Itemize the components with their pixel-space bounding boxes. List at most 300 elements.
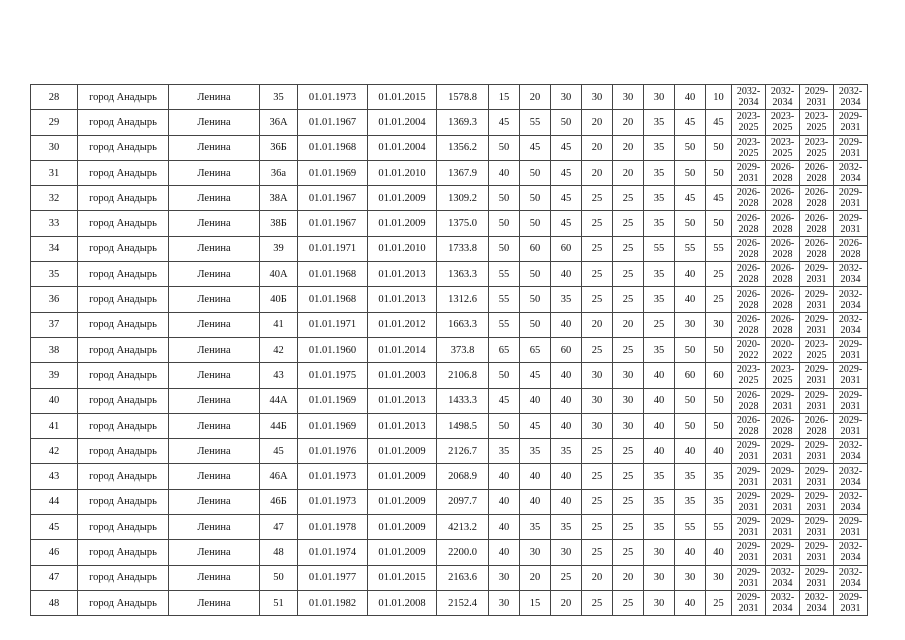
row-number-cell: 32 — [31, 186, 78, 211]
repair-period-cell: 2023-2025 — [766, 135, 800, 160]
wear-value-cell: 50 — [706, 135, 732, 160]
wear-value-cell: 15 — [520, 590, 551, 615]
last-repair-date-cell: 01.01.2008 — [368, 590, 437, 615]
wear-value-cell: 25 — [582, 464, 613, 489]
last-repair-date-cell: 01.01.2009 — [368, 489, 437, 514]
wear-value-cell: 45 — [706, 186, 732, 211]
wear-value-cell: 35 — [551, 287, 582, 312]
house-number-cell: 36Б — [260, 135, 298, 160]
municipality-cell: город Анадырь — [78, 363, 169, 388]
last-repair-date-cell: 01.01.2004 — [368, 135, 437, 160]
table-row — [31, 540, 868, 565]
wear-value-cell: 50 — [675, 337, 706, 362]
area-cell: 1363.3 — [437, 262, 489, 287]
wear-value-cell: 40 — [675, 287, 706, 312]
row-number-cell: 35 — [31, 262, 78, 287]
wear-value-cell: 45 — [551, 135, 582, 160]
wear-value-cell: 30 — [644, 565, 675, 590]
table-row — [31, 489, 868, 514]
construction-date-cell: 01.01.1974 — [298, 540, 368, 565]
municipality-cell: город Анадырь — [78, 565, 169, 590]
wear-value-cell: 25 — [644, 312, 675, 337]
table-row — [31, 590, 868, 615]
wear-value-cell: 35 — [644, 287, 675, 312]
wear-value-cell: 40 — [551, 312, 582, 337]
wear-value-cell: 35 — [644, 337, 675, 362]
construction-date-cell: 01.01.1978 — [298, 515, 368, 540]
repair-period-cell: 2029-2031 — [834, 135, 868, 160]
municipality-cell: город Анадырь — [78, 211, 169, 236]
wear-value-cell: 45 — [489, 388, 520, 413]
wear-value-cell: 40 — [520, 489, 551, 514]
row-number-cell: 28 — [31, 85, 78, 110]
repair-period-cell: 2026-2028 — [766, 413, 800, 438]
house-number-cell: 35 — [260, 85, 298, 110]
repair-period-cell: 2032-2034 — [834, 262, 868, 287]
repair-period-cell: 2029-2031 — [834, 337, 868, 362]
wear-value-cell: 40 — [551, 363, 582, 388]
street-cell: Ленина — [169, 287, 260, 312]
wear-value-cell: 40 — [489, 540, 520, 565]
wear-value-cell: 40 — [489, 515, 520, 540]
wear-value-cell: 55 — [706, 515, 732, 540]
last-repair-date-cell: 01.01.2013 — [368, 262, 437, 287]
wear-value-cell: 50 — [489, 236, 520, 261]
repair-period-cell: 2029-2031 — [800, 312, 834, 337]
last-repair-date-cell: 01.01.2015 — [368, 85, 437, 110]
wear-value-cell: 30 — [644, 85, 675, 110]
wear-value-cell: 35 — [520, 439, 551, 464]
wear-value-cell: 25 — [613, 489, 644, 514]
municipality-cell: город Анадырь — [78, 85, 169, 110]
wear-value-cell: 50 — [520, 186, 551, 211]
last-repair-date-cell: 01.01.2009 — [368, 540, 437, 565]
street-cell: Ленина — [169, 590, 260, 615]
repair-period-cell: 2029-2031 — [834, 413, 868, 438]
street-cell: Ленина — [169, 464, 260, 489]
wear-value-cell: 25 — [582, 439, 613, 464]
repair-period-cell: 2029-2031 — [800, 262, 834, 287]
wear-value-cell: 35 — [675, 489, 706, 514]
municipality-cell: город Анадырь — [78, 135, 169, 160]
area-cell: 4213.2 — [437, 515, 489, 540]
wear-value-cell: 25 — [582, 540, 613, 565]
street-cell: Ленина — [169, 211, 260, 236]
wear-value-cell: 50 — [675, 135, 706, 160]
area-cell: 1498.5 — [437, 413, 489, 438]
wear-value-cell: 35 — [675, 464, 706, 489]
area-cell: 2152.4 — [437, 590, 489, 615]
wear-value-cell: 50 — [489, 186, 520, 211]
wear-value-cell: 45 — [551, 211, 582, 236]
wear-value-cell: 30 — [582, 363, 613, 388]
wear-value-cell: 55 — [706, 236, 732, 261]
wear-value-cell: 50 — [706, 388, 732, 413]
repair-period-cell: 2029-2031 — [732, 489, 766, 514]
repair-period-cell: 2026-2028 — [732, 186, 766, 211]
table-row — [31, 110, 868, 135]
wear-value-cell: 50 — [706, 337, 732, 362]
area-cell: 1663.3 — [437, 312, 489, 337]
wear-value-cell: 25 — [706, 287, 732, 312]
area-cell: 373.8 — [437, 337, 489, 362]
table-row — [31, 464, 868, 489]
row-number-cell: 45 — [31, 515, 78, 540]
last-repair-date-cell: 01.01.2009 — [368, 186, 437, 211]
wear-value-cell: 35 — [706, 464, 732, 489]
wear-value-cell: 30 — [706, 312, 732, 337]
construction-date-cell: 01.01.1975 — [298, 363, 368, 388]
street-cell: Ленина — [169, 413, 260, 438]
table-row — [31, 287, 868, 312]
row-number-cell: 43 — [31, 464, 78, 489]
wear-value-cell: 55 — [489, 312, 520, 337]
repair-period-cell: 2023-2025 — [800, 135, 834, 160]
wear-value-cell: 40 — [520, 388, 551, 413]
repair-period-cell: 2032-2034 — [834, 160, 868, 185]
wear-value-cell: 15 — [489, 85, 520, 110]
row-number-cell: 47 — [31, 565, 78, 590]
wear-value-cell: 40 — [551, 388, 582, 413]
row-number-cell: 39 — [31, 363, 78, 388]
wear-value-cell: 25 — [582, 262, 613, 287]
house-number-cell: 44Б — [260, 413, 298, 438]
repair-period-cell: 2029-2031 — [732, 160, 766, 185]
house-number-cell: 44А — [260, 388, 298, 413]
repair-period-cell: 2026-2028 — [766, 211, 800, 236]
wear-value-cell: 35 — [644, 515, 675, 540]
house-number-cell: 46А — [260, 464, 298, 489]
repair-period-cell: 2029-2031 — [800, 388, 834, 413]
repair-period-cell: 2026-2028 — [732, 211, 766, 236]
repair-period-cell: 2029-2031 — [766, 489, 800, 514]
wear-value-cell: 30 — [489, 565, 520, 590]
wear-value-cell: 25 — [551, 565, 582, 590]
wear-value-cell: 40 — [675, 439, 706, 464]
wear-value-cell: 30 — [582, 85, 613, 110]
wear-value-cell: 35 — [644, 211, 675, 236]
wear-value-cell: 35 — [551, 515, 582, 540]
repair-period-cell: 2023-2025 — [800, 337, 834, 362]
wear-value-cell: 40 — [489, 489, 520, 514]
table-row — [31, 388, 868, 413]
house-number-cell: 50 — [260, 565, 298, 590]
wear-value-cell: 50 — [520, 160, 551, 185]
row-number-cell: 44 — [31, 489, 78, 514]
street-cell: Ленина — [169, 160, 260, 185]
construction-date-cell: 01.01.1968 — [298, 287, 368, 312]
house-number-cell: 41 — [260, 312, 298, 337]
wear-value-cell: 55 — [675, 515, 706, 540]
street-cell: Ленина — [169, 110, 260, 135]
repair-period-cell: 2026-2028 — [766, 186, 800, 211]
wear-value-cell: 50 — [489, 211, 520, 236]
house-number-cell: 39 — [260, 236, 298, 261]
construction-date-cell: 01.01.1971 — [298, 236, 368, 261]
area-cell: 1369.3 — [437, 110, 489, 135]
wear-value-cell: 25 — [613, 211, 644, 236]
repair-period-cell: 2032-2034 — [834, 439, 868, 464]
last-repair-date-cell: 01.01.2010 — [368, 236, 437, 261]
wear-value-cell: 35 — [489, 439, 520, 464]
row-number-cell: 46 — [31, 540, 78, 565]
repair-period-cell: 2029-2031 — [766, 388, 800, 413]
repair-period-cell: 2029-2031 — [800, 363, 834, 388]
wear-value-cell: 20 — [520, 85, 551, 110]
repair-period-cell: 2029-2031 — [732, 540, 766, 565]
municipality-cell: город Анадырь — [78, 287, 169, 312]
municipality-cell: город Анадырь — [78, 464, 169, 489]
repair-period-cell: 2026-2028 — [766, 160, 800, 185]
repair-period-cell: 2029-2031 — [800, 464, 834, 489]
wear-value-cell: 30 — [675, 312, 706, 337]
wear-value-cell: 50 — [520, 211, 551, 236]
repair-period-cell: 2026-2028 — [732, 287, 766, 312]
wear-value-cell: 40 — [551, 262, 582, 287]
wear-value-cell: 60 — [551, 236, 582, 261]
house-number-cell: 42 — [260, 337, 298, 362]
housing-repair-table — [30, 84, 868, 616]
area-cell: 2097.7 — [437, 489, 489, 514]
street-cell: Ленина — [169, 565, 260, 590]
last-repair-date-cell: 01.01.2003 — [368, 363, 437, 388]
wear-value-cell: 40 — [675, 85, 706, 110]
repair-period-cell: 2032-2034 — [834, 565, 868, 590]
house-number-cell: 36а — [260, 160, 298, 185]
street-cell: Ленина — [169, 312, 260, 337]
wear-value-cell: 25 — [706, 262, 732, 287]
street-cell: Ленина — [169, 489, 260, 514]
repair-period-cell: 2029-2031 — [834, 110, 868, 135]
wear-value-cell: 40 — [551, 413, 582, 438]
repair-period-cell: 2026-2028 — [732, 236, 766, 261]
table-row — [31, 363, 868, 388]
wear-value-cell: 55 — [489, 262, 520, 287]
wear-value-cell: 40 — [489, 464, 520, 489]
wear-value-cell: 55 — [489, 287, 520, 312]
wear-value-cell: 40 — [706, 439, 732, 464]
row-number-cell: 41 — [31, 413, 78, 438]
row-number-cell: 37 — [31, 312, 78, 337]
repair-period-cell: 2020-2022 — [766, 337, 800, 362]
wear-value-cell: 40 — [644, 363, 675, 388]
area-cell: 1367.9 — [437, 160, 489, 185]
wear-value-cell: 20 — [613, 312, 644, 337]
municipality-cell: город Анадырь — [78, 439, 169, 464]
wear-value-cell: 35 — [644, 262, 675, 287]
last-repair-date-cell: 01.01.2015 — [368, 565, 437, 590]
last-repair-date-cell: 01.01.2013 — [368, 413, 437, 438]
table-row — [31, 337, 868, 362]
street-cell: Ленина — [169, 135, 260, 160]
repair-period-cell: 2029-2031 — [800, 489, 834, 514]
repair-period-cell: 2029-2031 — [800, 287, 834, 312]
wear-value-cell: 50 — [675, 211, 706, 236]
construction-date-cell: 01.01.1973 — [298, 85, 368, 110]
area-cell: 1309.2 — [437, 186, 489, 211]
table-row — [31, 85, 868, 110]
wear-value-cell: 45 — [675, 110, 706, 135]
repair-period-cell: 2029-2031 — [766, 515, 800, 540]
repair-period-cell: 2026-2028 — [766, 312, 800, 337]
wear-value-cell: 35 — [706, 489, 732, 514]
wear-value-cell: 35 — [644, 110, 675, 135]
repair-period-cell: 2032-2034 — [766, 590, 800, 615]
repair-period-cell: 2032-2034 — [834, 489, 868, 514]
wear-value-cell: 30 — [551, 85, 582, 110]
table-row — [31, 413, 868, 438]
wear-value-cell: 50 — [520, 262, 551, 287]
repair-period-cell: 2029-2031 — [732, 590, 766, 615]
wear-value-cell: 20 — [582, 565, 613, 590]
wear-value-cell: 20 — [613, 565, 644, 590]
repair-period-cell: 2029-2031 — [834, 363, 868, 388]
row-number-cell: 48 — [31, 590, 78, 615]
wear-value-cell: 55 — [644, 236, 675, 261]
wear-value-cell: 25 — [613, 262, 644, 287]
wear-value-cell: 25 — [582, 236, 613, 261]
house-number-cell: 45 — [260, 439, 298, 464]
repair-period-cell: 2029-2031 — [834, 590, 868, 615]
wear-value-cell: 25 — [613, 464, 644, 489]
repair-period-cell: 2032-2034 — [766, 85, 800, 110]
repair-period-cell: 2026-2028 — [834, 236, 868, 261]
repair-period-cell: 2023-2025 — [732, 363, 766, 388]
wear-value-cell: 20 — [582, 312, 613, 337]
last-repair-date-cell: 01.01.2009 — [368, 211, 437, 236]
wear-value-cell: 65 — [489, 337, 520, 362]
repair-period-cell: 2020-2022 — [732, 337, 766, 362]
construction-date-cell: 01.01.1982 — [298, 590, 368, 615]
wear-value-cell: 35 — [520, 515, 551, 540]
last-repair-date-cell: 01.01.2013 — [368, 388, 437, 413]
wear-value-cell: 30 — [613, 85, 644, 110]
wear-value-cell: 20 — [582, 110, 613, 135]
municipality-cell: город Анадырь — [78, 413, 169, 438]
wear-value-cell: 30 — [613, 388, 644, 413]
wear-value-cell: 35 — [644, 160, 675, 185]
street-cell: Ленина — [169, 186, 260, 211]
wear-value-cell: 50 — [675, 388, 706, 413]
area-cell: 1312.6 — [437, 287, 489, 312]
wear-value-cell: 40 — [551, 464, 582, 489]
wear-value-cell: 35 — [551, 439, 582, 464]
table-row — [31, 236, 868, 261]
house-number-cell: 40А — [260, 262, 298, 287]
wear-value-cell: 50 — [706, 160, 732, 185]
repair-period-cell: 2026-2028 — [800, 160, 834, 185]
area-cell: 2068.9 — [437, 464, 489, 489]
repair-period-cell: 2032-2034 — [732, 85, 766, 110]
table-row — [31, 262, 868, 287]
wear-value-cell: 60 — [520, 236, 551, 261]
street-cell: Ленина — [169, 363, 260, 388]
area-cell: 2106.8 — [437, 363, 489, 388]
wear-value-cell: 50 — [520, 312, 551, 337]
area-cell: 1433.3 — [437, 388, 489, 413]
repair-period-cell: 2029-2031 — [834, 186, 868, 211]
house-number-cell: 48 — [260, 540, 298, 565]
wear-value-cell: 45 — [551, 160, 582, 185]
house-number-cell: 38Б — [260, 211, 298, 236]
wear-value-cell: 50 — [675, 160, 706, 185]
table-row — [31, 439, 868, 464]
repair-period-cell: 2032-2034 — [834, 287, 868, 312]
area-cell: 1356.2 — [437, 135, 489, 160]
wear-value-cell: 30 — [520, 540, 551, 565]
construction-date-cell: 01.01.1973 — [298, 489, 368, 514]
repair-period-cell: 2029-2031 — [834, 211, 868, 236]
repair-period-cell: 2032-2034 — [834, 540, 868, 565]
street-cell: Ленина — [169, 515, 260, 540]
repair-period-cell: 2026-2028 — [732, 388, 766, 413]
repair-period-cell: 2029-2031 — [834, 388, 868, 413]
row-number-cell: 40 — [31, 388, 78, 413]
wear-value-cell: 25 — [706, 590, 732, 615]
street-cell: Ленина — [169, 236, 260, 261]
municipality-cell: город Анадырь — [78, 110, 169, 135]
construction-date-cell: 01.01.1967 — [298, 110, 368, 135]
wear-value-cell: 50 — [520, 287, 551, 312]
wear-value-cell: 30 — [551, 540, 582, 565]
wear-value-cell: 35 — [644, 489, 675, 514]
municipality-cell: город Анадырь — [78, 186, 169, 211]
construction-date-cell: 01.01.1967 — [298, 211, 368, 236]
wear-value-cell: 50 — [551, 110, 582, 135]
wear-value-cell: 40 — [675, 590, 706, 615]
house-number-cell: 51 — [260, 590, 298, 615]
wear-value-cell: 40 — [706, 540, 732, 565]
repair-period-cell: 2023-2025 — [800, 110, 834, 135]
table-row — [31, 515, 868, 540]
wear-value-cell: 45 — [520, 363, 551, 388]
wear-value-cell: 25 — [613, 439, 644, 464]
municipality-cell: город Анадырь — [78, 388, 169, 413]
wear-value-cell: 60 — [551, 337, 582, 362]
construction-date-cell: 01.01.1977 — [298, 565, 368, 590]
repair-period-cell: 2026-2028 — [800, 236, 834, 261]
wear-value-cell: 55 — [520, 110, 551, 135]
area-cell: 1375.0 — [437, 211, 489, 236]
repair-period-cell: 2026-2028 — [732, 262, 766, 287]
last-repair-date-cell: 01.01.2009 — [368, 464, 437, 489]
wear-value-cell: 30 — [644, 590, 675, 615]
area-cell: 1733.8 — [437, 236, 489, 261]
wear-value-cell: 25 — [613, 590, 644, 615]
repair-period-cell: 2032-2034 — [834, 312, 868, 337]
wear-value-cell: 20 — [582, 135, 613, 160]
municipality-cell: город Анадырь — [78, 160, 169, 185]
wear-value-cell: 20 — [520, 565, 551, 590]
repair-period-cell: 2026-2028 — [732, 413, 766, 438]
repair-period-cell: 2023-2025 — [732, 135, 766, 160]
row-number-cell: 38 — [31, 337, 78, 362]
wear-value-cell: 60 — [706, 363, 732, 388]
repair-period-cell: 2029-2031 — [766, 540, 800, 565]
repair-period-cell: 2029-2031 — [800, 515, 834, 540]
repair-period-cell: 2029-2031 — [800, 85, 834, 110]
wear-value-cell: 30 — [582, 388, 613, 413]
table-row — [31, 312, 868, 337]
row-number-cell: 42 — [31, 439, 78, 464]
wear-value-cell: 30 — [489, 590, 520, 615]
row-number-cell: 29 — [31, 110, 78, 135]
wear-value-cell: 50 — [489, 135, 520, 160]
house-number-cell: 40Б — [260, 287, 298, 312]
wear-value-cell: 35 — [644, 135, 675, 160]
house-number-cell: 46Б — [260, 489, 298, 514]
wear-value-cell: 20 — [613, 110, 644, 135]
